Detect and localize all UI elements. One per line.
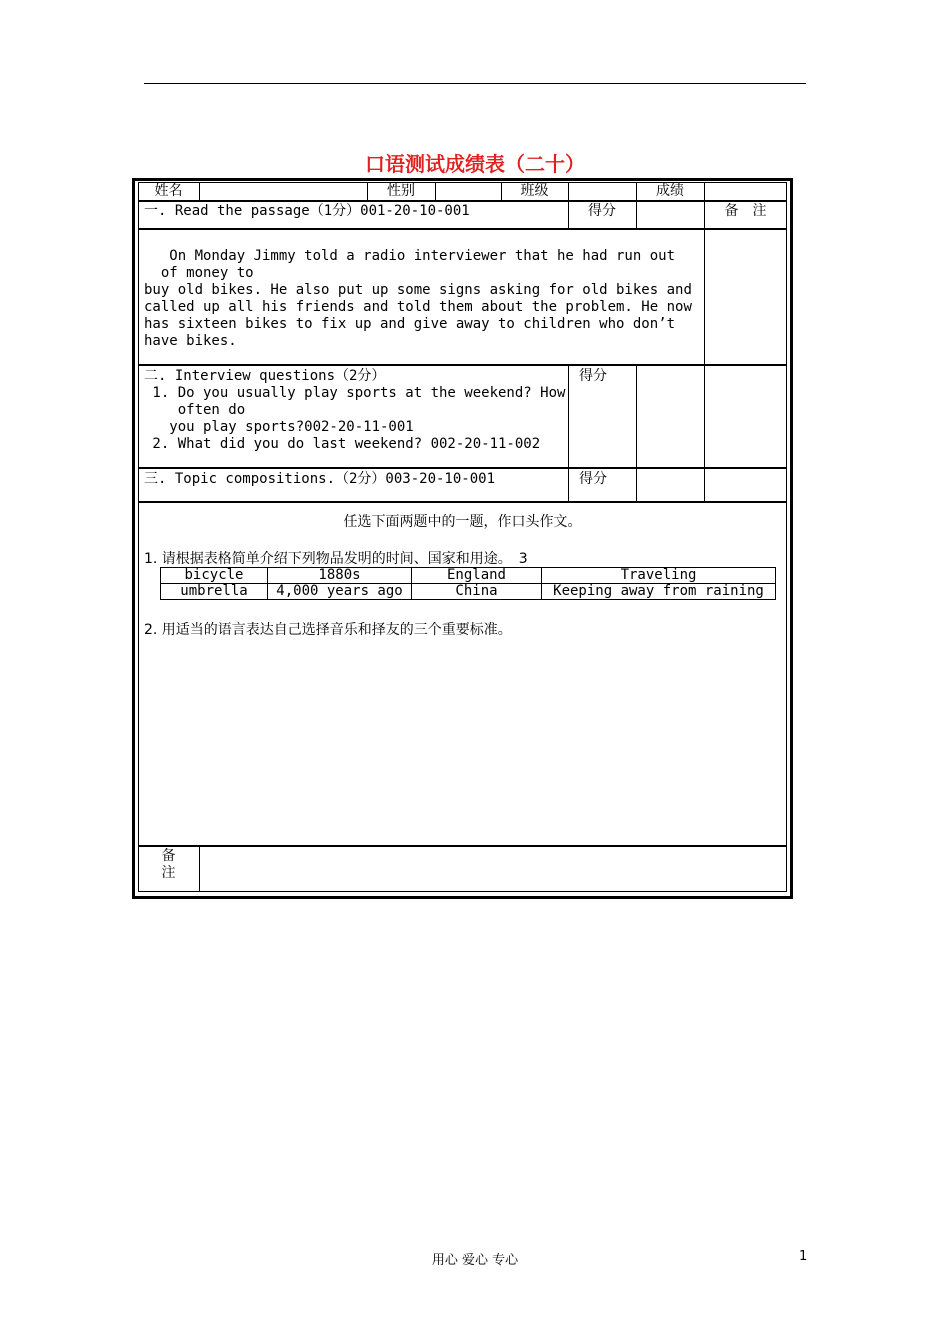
passage-line: of money to	[144, 265, 254, 281]
rule-section3-heading-bottom	[138, 501, 787, 503]
section2-score-label: 得分	[579, 368, 607, 384]
name-label: 姓名	[154, 183, 183, 199]
table-cell: England	[412, 568, 542, 584]
vrule-s2-a	[568, 365, 569, 468]
vrule-s3-a	[568, 468, 569, 502]
vrule-s2-c	[704, 365, 705, 468]
page-title: 口语测试成绩表（二十）	[365, 152, 585, 176]
passage-line: have bikes.	[144, 333, 237, 349]
section2-line: often do	[144, 402, 246, 418]
vrule-h3	[435, 182, 436, 201]
table-row	[161, 584, 776, 600]
page-footer: 用心 爱心 专心	[431, 1253, 519, 1268]
vrule-h1	[199, 182, 200, 201]
gender-label: 性别	[387, 183, 415, 199]
table-cell: China	[412, 584, 542, 600]
table-cell: Traveling	[542, 568, 776, 584]
section3-instruction: 任选下面两题中的一题，作口头作文。	[343, 514, 582, 530]
table-row	[161, 568, 776, 584]
passage-line: called up all his friends and told them about the problem. He now	[144, 299, 692, 315]
score-total-label: 成绩	[656, 183, 684, 199]
page-number: 1	[799, 1249, 808, 1264]
section2-line: 1. Do you usually play sports at the weekend? How	[144, 385, 566, 401]
section2-line: 二. Interview questions（2分）	[144, 368, 386, 384]
section2-line: you play sports?002-20-11-001	[144, 419, 414, 435]
table-cell: Keeping away from raining	[542, 584, 776, 600]
vrule-s2-b	[636, 365, 637, 468]
vrule-h5	[568, 182, 569, 201]
rule-section1-heading-bottom	[138, 228, 787, 230]
vrule-remarks	[199, 846, 200, 892]
vrule-s3-b	[636, 468, 637, 502]
section3-topic2: 2. 用适当的语言表达自己选择音乐和择友的三个重要标准。	[144, 622, 512, 638]
vrule-s1-b	[636, 201, 637, 229]
vrule-h7	[704, 182, 705, 201]
rule-section1-bottom	[138, 364, 787, 366]
section1-heading: 一. Read the passage（1分）001-20-10-001	[144, 203, 470, 219]
class-label: 班级	[520, 183, 549, 199]
rule-section2-bottom	[138, 467, 787, 469]
section3-score-label: 得分	[579, 471, 607, 487]
section3-heading: 三. Topic compositions.（2分）003-20-10-001	[144, 471, 496, 487]
passage-line: has sixteen bikes to fix up and give away to children who don’t	[144, 316, 676, 332]
invention-table	[160, 567, 776, 600]
header-rule	[144, 83, 806, 84]
table-cell: 1880s	[268, 568, 412, 584]
table-cell: umbrella	[161, 584, 268, 600]
passage-line: buy old bikes. He also put up some signs asking for old bikes and	[144, 282, 692, 298]
remarks-label-line1: 备	[161, 848, 176, 864]
section1-score-label: 得分	[588, 203, 616, 219]
passage-line: On Monday Jimmy told a radio interviewer that he had run out	[144, 248, 676, 264]
section1-remark-label: 备 注	[724, 203, 767, 219]
rule-header-bottom	[138, 200, 787, 202]
vrule-s1-passage	[704, 229, 705, 365]
table-cell: bicycle	[161, 568, 268, 584]
remarks-label-line2: 注	[161, 865, 176, 881]
section3-topic1: 1. 请根据表格简单介绍下列物品发明的时间、国家和用途。 3	[144, 551, 528, 567]
vrule-s3-c	[704, 468, 705, 502]
rule-remarks-top	[138, 845, 787, 847]
section2-line: 2. What did you do last weekend? 002-20-11-002	[144, 436, 541, 452]
table-cell: 4,000 years ago	[268, 584, 412, 600]
